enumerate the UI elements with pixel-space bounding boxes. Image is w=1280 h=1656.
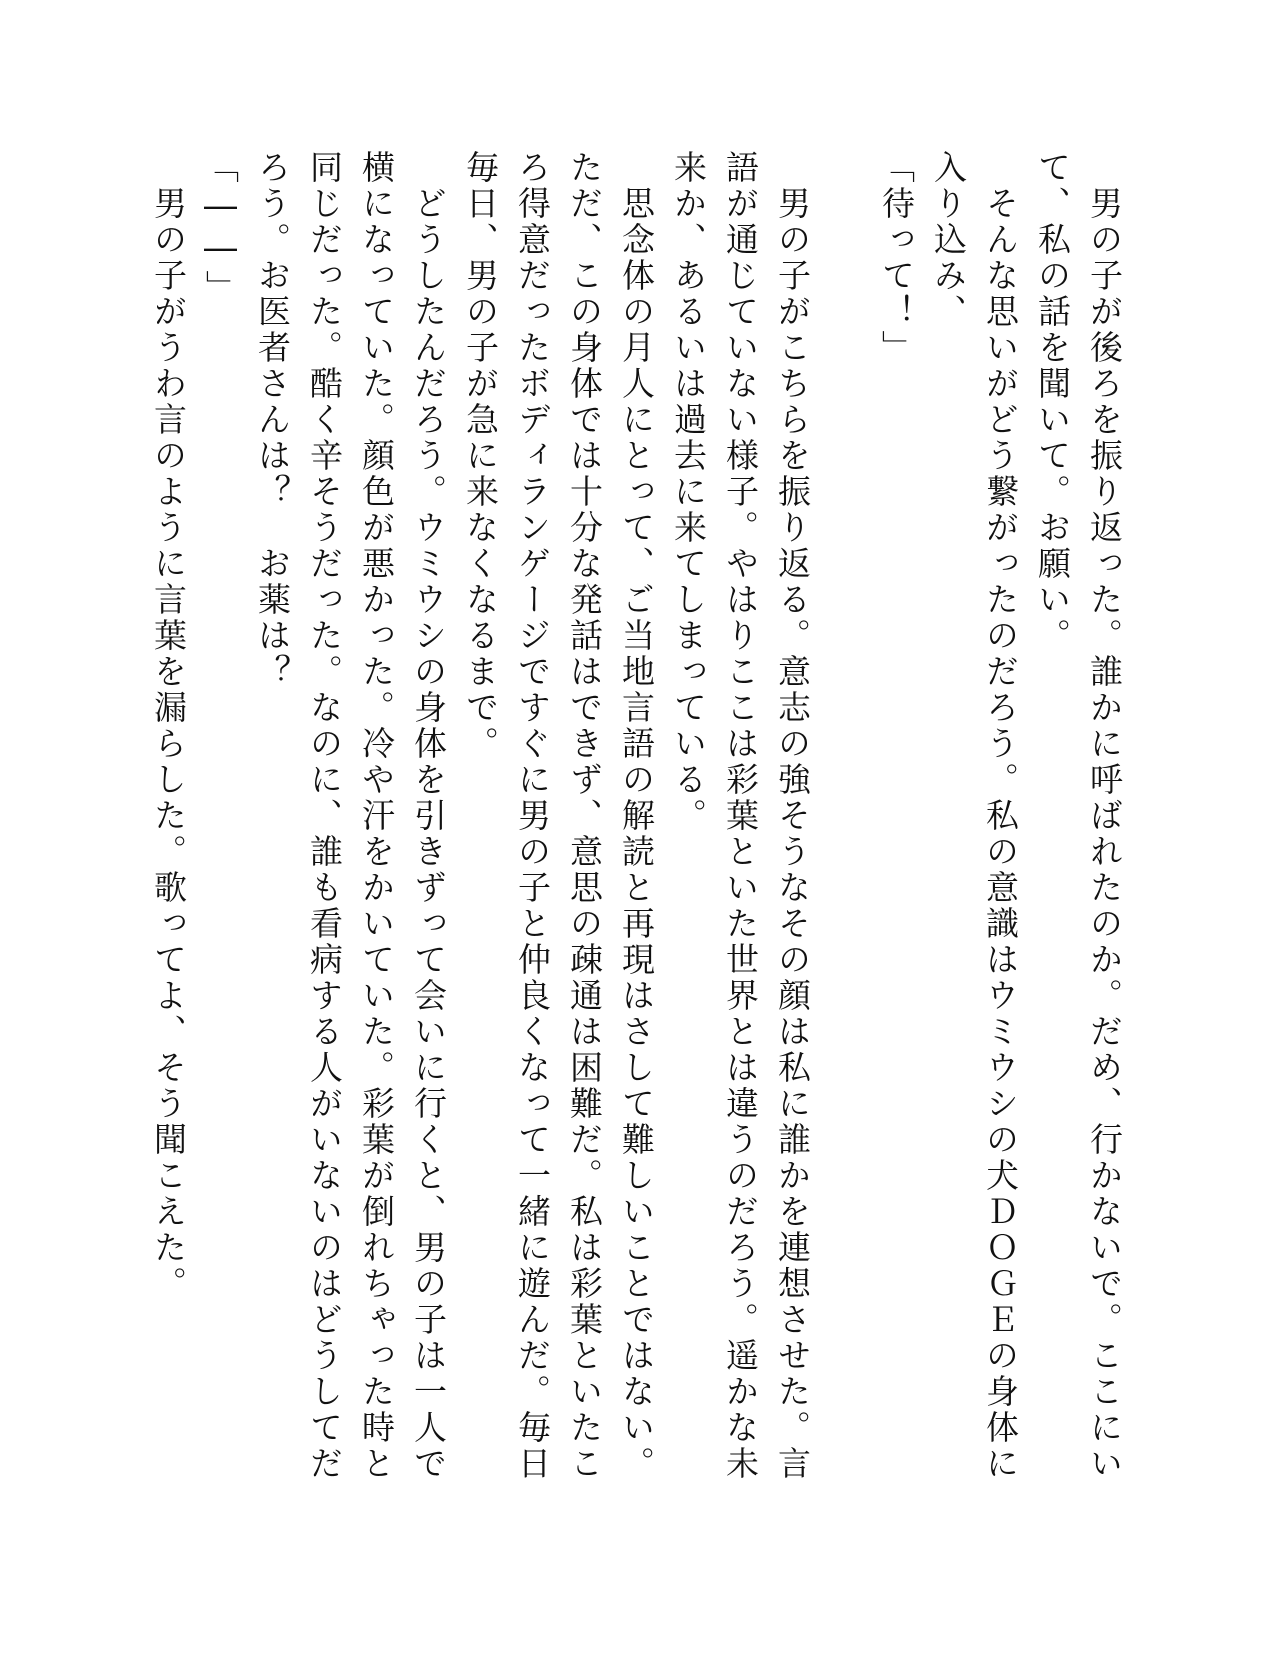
- paragraph-5: どうしたんだろう。ウミウシの身体を引きずって会いに行くと、男の子は一人で横になっていた。顔色が悪かった。冷や汗をかいていた。彩葉が倒れちゃった時と同じだった。酷く辛そうだった。なのに、誰も看病する人がいないのはどうしてだろう。お医者さんは？ お薬は？: [253, 150, 448, 1482]
- dialogue-dash: 「――」: [201, 150, 240, 306]
- paragraph-6: 男の子がうわ言のように言葉を漏らした。歌ってよ、そう聞こえた。: [149, 150, 188, 1302]
- paragraph-3: 男の子がこちらを振り返る。意志の強そうなその顔は私に誰かを連想させた。言語が通じていない様子。やはりここは彩葉といた世界とは違うのだろう。遥かな未来か、あるいは過去に来てしまっている。: [669, 150, 812, 1482]
- paragraph-1: 男の子が後ろを振り返った。誰かに呼ばれたのか。だめ、行かないで。ここにいて、私の話を聞いて。お願い。: [1033, 150, 1124, 1482]
- blank-line: [818, 150, 870, 183]
- paragraph-2: そんな思いがどう繋がったのだろう。私の意識はウミウシの犬ＤＯＧＥの身体に入り込み、: [929, 150, 1020, 1482]
- dialogue-wait: 「待って！」: [877, 150, 916, 366]
- vertical-text-body: [149, 150, 1130, 1490]
- paragraph-4: 思念体の月人にとって、ご当地言語の解読と再現はさして難しいことではない。ただ、この身体では十分な発話はできず、意思の疎通は困難だ。私は彩葉といたころ得意だったボディランゲージですぐに男の子と仲良くなって一緒に遊んだ。毎日毎日、男の子が急に来なくなるまで。: [461, 150, 656, 1482]
